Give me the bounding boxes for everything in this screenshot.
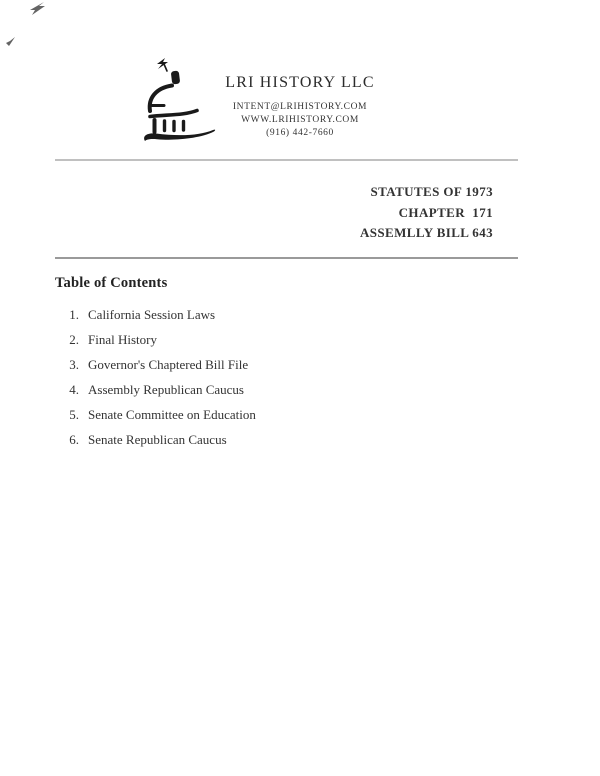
toc-item xyxy=(58,352,256,377)
chapter-line: CHAPTER 171 xyxy=(398,204,493,220)
divider-bottom xyxy=(55,257,518,259)
toc-item xyxy=(58,377,256,402)
bill-reference-block xyxy=(193,182,493,244)
toc-item-number: 6. xyxy=(69,431,79,447)
toc-item xyxy=(58,427,256,452)
toc-item-number: 2. xyxy=(69,331,79,347)
toc-item-label: Governor's Chaptered Bill File xyxy=(88,356,249,372)
company-email: INTENT@LRIHISTORY.COM xyxy=(232,102,368,112)
toc-item xyxy=(58,327,256,352)
toc-item-label: Senate Republican Caucus xyxy=(88,431,227,447)
company-phone: (916) 442-7660 xyxy=(266,128,334,139)
toc-item-label: Senate Committee on Education xyxy=(88,406,256,422)
toc-item-number: 5. xyxy=(69,406,79,422)
scan-artifact-mark xyxy=(30,2,46,16)
toc-item-number: 3. xyxy=(69,356,79,372)
toc-item-label: California Session Laws xyxy=(88,306,216,322)
toc-item xyxy=(58,402,256,427)
toc-item-number: 1. xyxy=(69,306,79,322)
scan-artifact-mark xyxy=(6,36,16,46)
assembly-bill-line: ASSEMLLY BILL 643 xyxy=(360,225,493,240)
divider-top xyxy=(55,159,518,161)
toc-item-label: Assembly Republican Caucus xyxy=(88,381,244,397)
toc-item-number: 4. xyxy=(69,381,79,397)
toc-title: Table of Contents xyxy=(55,275,168,291)
toc-list xyxy=(58,302,256,452)
company-website: WWW.LRIHISTORY.COM xyxy=(241,115,359,126)
statutes-line: STATUTES OF 1973 xyxy=(370,184,493,199)
letterhead xyxy=(150,74,450,141)
company-name: LRI HISTORY LLC xyxy=(225,74,375,91)
toc-item-label: Final History xyxy=(88,331,157,347)
toc-item xyxy=(58,302,256,327)
